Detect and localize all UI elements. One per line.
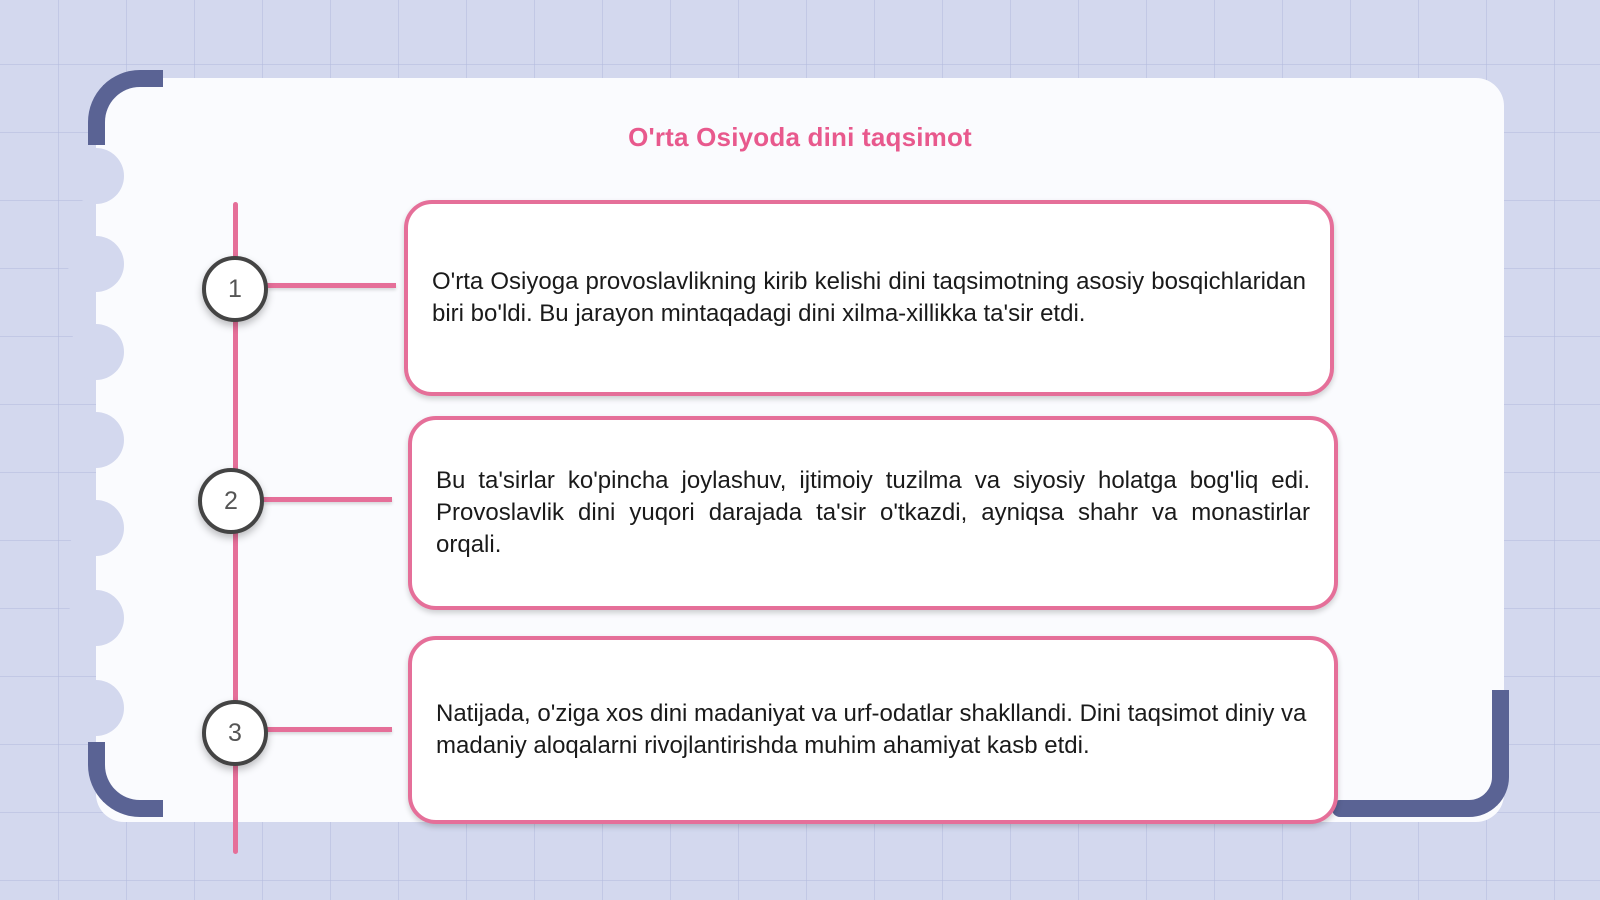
timeline-card-1: [404, 200, 1334, 396]
timeline-connector: [262, 497, 392, 502]
timeline-text: Natijada, o'ziga xos dini madaniyat va urf-odatlar shakllandi. Dini taqsimot diniy va madaniy aloqalarni rivojlantirishda muhim ahamiyat kasb etdi.: [436, 700, 1307, 759]
timeline-card-2: [408, 416, 1338, 610]
timeline-text: O'rta Osiyoga provoslavlikning kirib kelishi dini taqsimotning asosiy bosqichlaridan biri bo'ldi. Bu jarayon mintaqadagi dini xilma-xillikka ta'sir etdi.: [432, 268, 1306, 327]
notebook-hole: [68, 500, 124, 556]
frame-corner-top-left: [88, 70, 163, 145]
notebook-hole: [68, 590, 124, 646]
notebook-hole: [68, 412, 124, 468]
notebook-hole: [68, 680, 124, 736]
notebook-hole: [68, 148, 124, 204]
slide-title: O'rta Osiyoda dini taqsimot: [628, 122, 972, 152]
timeline-text: Bu ta'sirlar ko'pincha joylashuv, ijtimoiy tuzilma va siyosiy holatga bog'liq edi. Provoslavlik dini yuqori darajada ta'sir o'tkazdi, ayniqsa shahr va monastirlar orqali.: [436, 467, 1310, 558]
timeline-card-3: [408, 636, 1338, 824]
notebook-hole: [68, 236, 124, 292]
timeline-connector: [266, 727, 392, 732]
timeline-marker-3: 3: [202, 700, 268, 766]
timeline-marker-1: 1: [202, 256, 268, 322]
timeline-marker-2: 2: [198, 468, 264, 534]
notebook-hole: [68, 324, 124, 380]
frame-corner-bottom-right: [1412, 690, 1509, 817]
timeline-connector: [266, 283, 396, 288]
